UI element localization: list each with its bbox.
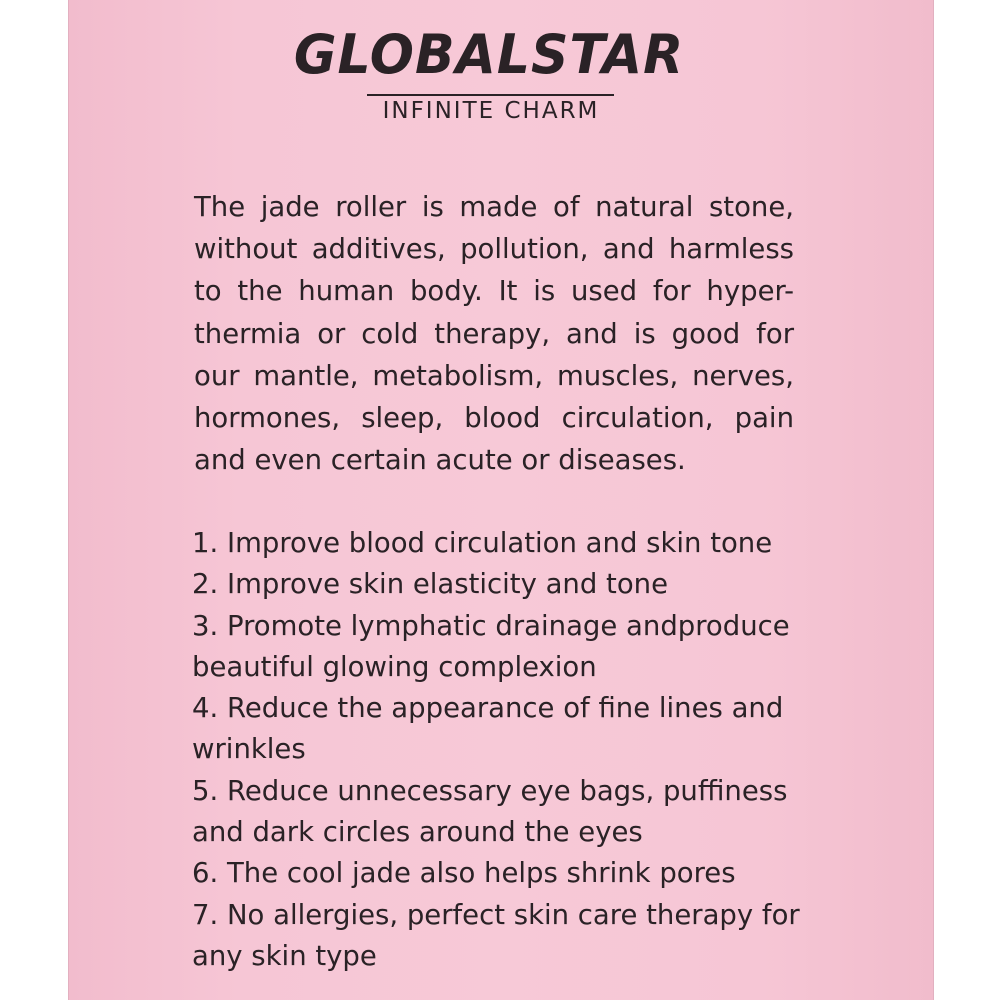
- benefit-item: [192, 771, 812, 854]
- benefit-line: 5. Reduce unnecessary eye bags, puffiness: [192, 774, 788, 807]
- benefit-line: wrinkles: [192, 733, 306, 766]
- brand-name: GLOBALSTAR: [293, 23, 685, 87]
- description-line: without additives, pollution, and harmless: [194, 233, 794, 266]
- benefit-line: 3. Promote lymphatic drainage andproduce: [192, 609, 790, 642]
- description-line: hormones, sleep, blood circulation, pain: [194, 402, 794, 435]
- benefit-line: 6. The cool jade also helps shrink pores: [192, 857, 736, 890]
- benefit-line: beautiful glowing complexion: [192, 650, 597, 683]
- benefit-line: 7. No allergies, perfect skin care therapy for: [192, 898, 800, 931]
- benefit-line: 2. Improve skin elasticity and tone: [192, 568, 669, 601]
- benefit-item: [192, 895, 812, 978]
- description-paragraph: [194, 186, 794, 481]
- description-line: to the human body. It is used for hyper-: [194, 275, 794, 308]
- benefit-line: and dark circles around the eyes: [192, 816, 643, 849]
- brand-divider: [367, 94, 614, 96]
- benefit-item: [192, 688, 812, 771]
- benefits-list: [192, 523, 812, 977]
- benefit-line: any skin type: [192, 939, 377, 972]
- benefit-item: [192, 606, 812, 689]
- benefit-item: [192, 853, 812, 894]
- description-line: our mantle, metabolism, muscles, nerves,: [194, 359, 794, 392]
- benefit-line: 4. Reduce the appearance of fine lines and: [192, 692, 784, 725]
- benefit-line: 1. Improve blood circulation and skin tone: [192, 527, 773, 559]
- brand-tagline: INFINITE CHARM: [382, 98, 600, 124]
- description-line: The jade roller is made of natural stone,: [194, 191, 794, 223]
- description-line: and even certain acute or diseases.: [194, 444, 686, 477]
- benefit-item: [192, 523, 812, 564]
- description-line: thermia or cold therapy, and is good for: [194, 317, 794, 350]
- benefit-item: [192, 564, 812, 605]
